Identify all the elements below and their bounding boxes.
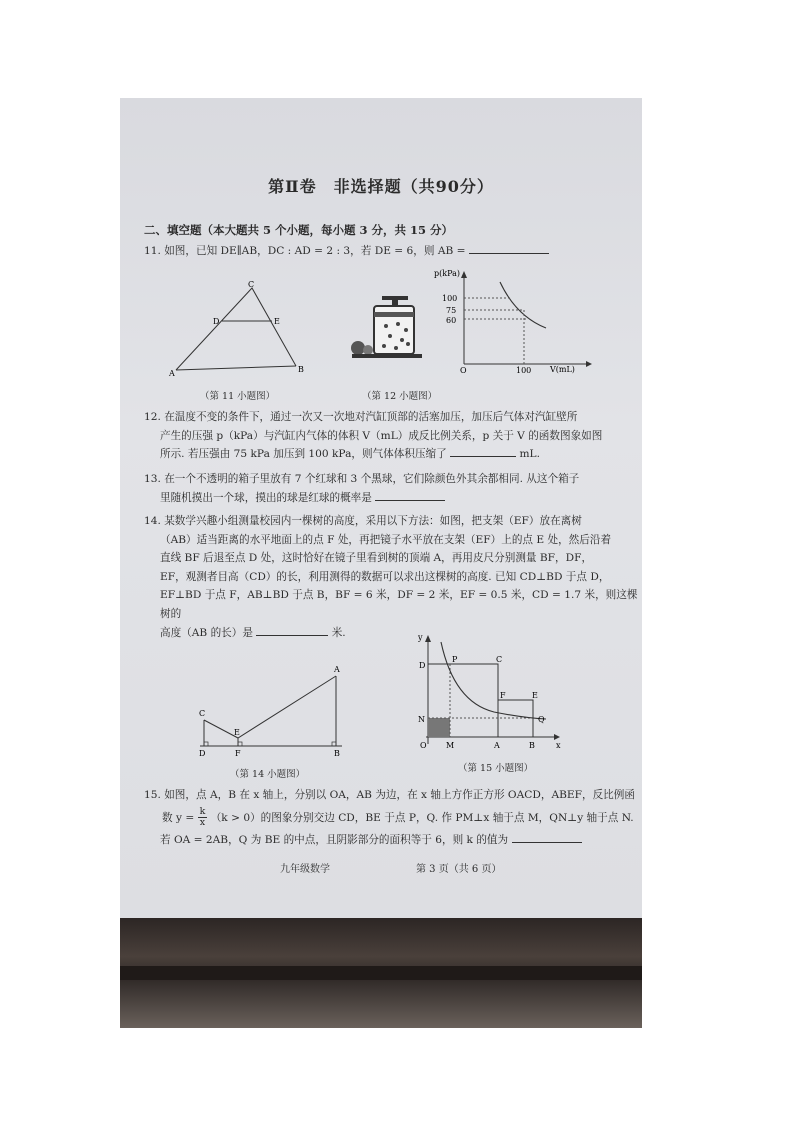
label-m: M bbox=[446, 741, 455, 750]
label-e: E bbox=[234, 728, 240, 737]
label-e: E bbox=[532, 691, 538, 700]
question-14-line-4: EF，观测者目高（CD）的长，利用测得的数据可以求出这棵树的高度. 已知 CD⊥BD 于点 D， bbox=[160, 570, 610, 583]
gauge-icon bbox=[351, 341, 365, 355]
y-tick-75: 75 bbox=[446, 306, 457, 315]
figure-11 bbox=[168, 278, 308, 378]
caption-15: （第 15 小题图） bbox=[458, 763, 534, 774]
question-15-line-3: 若 OA = 2AB，Q 为 BE 的中点，且阴影部分的面积等于 6，则 k 的值为 bbox=[144, 831, 635, 850]
triangle-sides bbox=[176, 288, 296, 370]
x-tick-100: 100 bbox=[516, 366, 532, 375]
question-14-line-1: 14. 某数学兴趣小组测量校园内一棵树的高度，采用以下方法：如图，把支架（EF）放在离树 bbox=[144, 515, 582, 527]
label-b: B bbox=[298, 365, 304, 374]
label-a: A bbox=[334, 665, 340, 674]
label-c: C bbox=[248, 280, 255, 289]
y-axis-letter: y bbox=[418, 633, 423, 642]
x-axis-label: V(mL) bbox=[550, 365, 575, 374]
inverse-curve bbox=[500, 282, 546, 328]
caption-11: （第 11 小题图） bbox=[200, 391, 276, 402]
page-title: 第Ⅱ卷 非选择题（共90分） bbox=[268, 177, 494, 196]
answer-blank-14 bbox=[256, 625, 328, 636]
y-tick-60: 60 bbox=[446, 316, 457, 325]
caption-14: （第 14 小题图） bbox=[230, 769, 306, 780]
question-13-line-2: 里随机摸出一个球，摸出的球是红球的概率是 bbox=[144, 489, 579, 508]
fraction-k-over-x: $\frac{k}{x}$ bbox=[199, 806, 206, 829]
label-c: C bbox=[496, 655, 503, 664]
square-abef bbox=[498, 700, 533, 737]
question-14-line-6: 高度（AB 的长）是 米. bbox=[160, 626, 346, 639]
footer-page: 第 3 页（共 6 页） bbox=[416, 864, 502, 875]
question-15 bbox=[144, 786, 635, 849]
label-e: E bbox=[274, 317, 280, 326]
answer-blank-11 bbox=[469, 243, 549, 254]
origin-label: O bbox=[460, 366, 467, 375]
answer-blank-15 bbox=[512, 832, 582, 843]
label-a: A bbox=[169, 369, 175, 378]
cylinder-illustration bbox=[348, 296, 428, 361]
label-f: F bbox=[500, 691, 506, 700]
question-12-line-1: 12. 在温度不变的条件下，通过一次又一次地对汽缸顶部的活塞加压，加压后气体对汽缸壁所 bbox=[144, 411, 578, 423]
y-axis-label: p(kPa) bbox=[434, 269, 461, 278]
piston-icon bbox=[374, 312, 414, 317]
question-14-line-3: 直线 BF 后退至点 D 处，这时恰好在镜子里看到树的顶端 A，再用皮尺分别测量 BF，DF， bbox=[160, 552, 593, 565]
exam-page bbox=[120, 98, 642, 918]
question-12 bbox=[144, 408, 602, 464]
label-n: N bbox=[418, 715, 425, 724]
label-f: F bbox=[235, 749, 241, 758]
question-15-line-2: 数 y = $\frac{k}{x}$ （k > 0）的图象分别交边 CD，BE 于点 P，Q. 作 PM⊥x 轴于点 M，QN⊥y 轴于点 N. bbox=[162, 806, 634, 829]
question-11 bbox=[144, 242, 549, 261]
figure-14 bbox=[194, 658, 354, 763]
footer-subject: 九年级数学 bbox=[280, 864, 330, 875]
figure-15 bbox=[414, 632, 564, 752]
section-heading: 二、填空题（本大题共 5 个小题，每小题 3 分，共 15 分） bbox=[144, 223, 454, 237]
label-p: P bbox=[452, 655, 458, 664]
y-tick-100: 100 bbox=[442, 294, 458, 303]
question-14 bbox=[144, 512, 642, 642]
question-12-line-2: 产生的压强 p（kPa）与汽缸内气体的体积 V（mL）成反比例关系，p 关于 V 的函数图象如图 bbox=[160, 429, 603, 442]
shaded-region bbox=[428, 718, 450, 737]
label-b: B bbox=[529, 741, 535, 750]
answer-blank-12 bbox=[450, 446, 516, 457]
x-axis-letter: x bbox=[556, 741, 561, 750]
label-d: D bbox=[213, 317, 220, 326]
table-edge bbox=[120, 966, 642, 980]
label-b: B bbox=[334, 749, 340, 758]
question-11-text: 11. 如图，已知 DE∥AB，DC : AD = 2 : 3，若 DE = 6，则 AB = bbox=[144, 245, 466, 257]
label-d: D bbox=[419, 661, 426, 670]
caption-12: （第 12 小题图） bbox=[362, 391, 438, 402]
question-12-line-3: 所示. 若压强由 75 kPa 加压到 100 kPa，则气体体积压缩了 mL. bbox=[160, 448, 540, 461]
answer-blank-13 bbox=[375, 490, 445, 501]
label-o: O bbox=[420, 741, 427, 750]
photo-frame bbox=[120, 98, 642, 1028]
figure-12-graph bbox=[426, 266, 596, 376]
question-15-line-1: 15. 如图，点 A，B 在 x 轴上，分别以 OA，AB 为边，在 x 轴上方作正方形 OACD，ABEF，反比例函 bbox=[144, 789, 635, 801]
label-c: C bbox=[199, 709, 206, 718]
label-q: Q bbox=[538, 715, 545, 724]
question-14-line-2: （AB）适当距离的水平地面上的点 F 处，再把镜子水平放在支架（EF）上的点 E 处，然后沿着 bbox=[160, 533, 612, 546]
sight-line bbox=[204, 676, 336, 738]
piston-handle-icon bbox=[382, 296, 408, 300]
question-13 bbox=[144, 470, 579, 507]
label-a: A bbox=[494, 741, 500, 750]
question-14-line-5: EF⊥BD 于点 F，AB⊥BD 于点 B，BF = 6 米，DF = 2 米，EF = 0.5 米，CD = 1.7 米，则这棵树的 bbox=[160, 589, 638, 620]
side-ab bbox=[176, 366, 296, 370]
question-13-line-1: 13. 在一个不透明的箱子里放有 7 个红球和 3 个黑球，它们除颜色外其余都相同. 从这个箱子 bbox=[144, 473, 580, 485]
label-d: D bbox=[199, 749, 206, 758]
inverse-curve bbox=[441, 642, 546, 719]
